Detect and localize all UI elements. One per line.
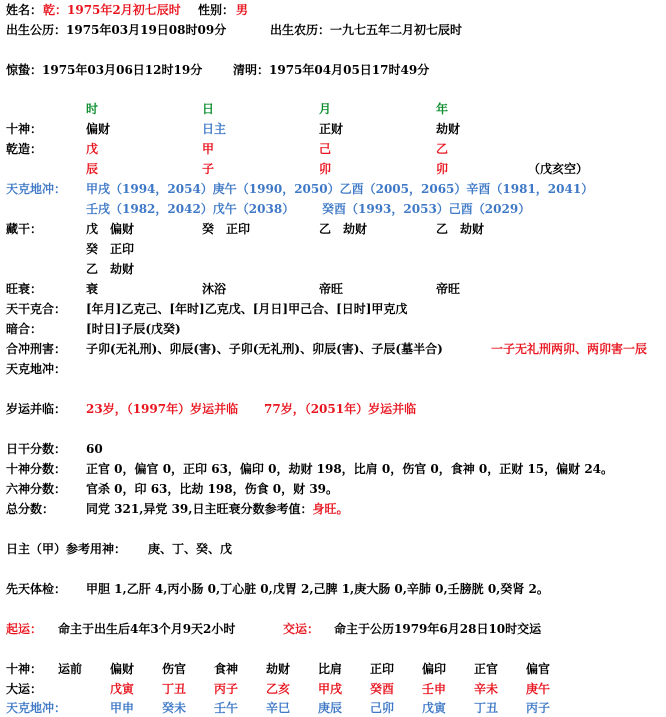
dayun-shishen-9: 偏官 bbox=[526, 662, 551, 676]
jiaoyun-value: 命主于公历1979年6月28日10时交运 bbox=[334, 622, 542, 636]
stem-day: 甲 bbox=[202, 142, 215, 156]
ganhe-label: 天干克合： bbox=[6, 302, 67, 316]
shishen-month: 正财 bbox=[319, 122, 344, 136]
dayun-tkdc-label: 天克地冲： bbox=[6, 701, 67, 715]
qiyun-value: 命主于出生后4年3个月9天2小时 bbox=[58, 622, 236, 636]
rigan-score-label: 日干分数： bbox=[6, 442, 67, 456]
jiaoyun-label: 交运： bbox=[283, 622, 320, 636]
lunar-birth: 出生农历：一九七五年二月初七辰时 bbox=[270, 23, 463, 37]
canggan-year: 乙 劫财 bbox=[436, 222, 485, 236]
dayun-shishen-7: 偏印 bbox=[422, 662, 447, 676]
dayun-shishen-1: 偏财 bbox=[110, 662, 135, 676]
hexing-value: 子卯(无礼刑)、卯辰(害)、子卯(无礼刑)、卯辰(害)、子辰(墓半合) bbox=[86, 342, 443, 356]
dayun-tkdc-6: 己卯 bbox=[370, 701, 395, 715]
name-value: 乾：1975年2月初七辰时 bbox=[43, 3, 181, 17]
dayun-pillar-3: 丙子 bbox=[214, 682, 239, 696]
wangshuai-label: 旺衰： bbox=[6, 282, 43, 296]
liushen-score-label: 六神分数： bbox=[6, 482, 67, 496]
gender-value: 男 bbox=[236, 3, 249, 17]
qiyun-label: 起运： bbox=[6, 622, 43, 636]
wangshuai-year: 帝旺 bbox=[436, 282, 461, 296]
xiantian-label: 先天体检： bbox=[6, 582, 67, 596]
hexing-label: 合冲刑害： bbox=[6, 342, 67, 356]
yongshen-value: 庚、丁、癸、戊 bbox=[148, 542, 233, 556]
suiyun-value-1: 23岁，（1997年）岁运并临 bbox=[86, 402, 239, 416]
branch-hour: 辰 bbox=[86, 162, 99, 176]
total-score-text: 同党 321,异党 39,日主旺衰分数参考值： bbox=[86, 502, 313, 516]
qianzao-label: 乾造： bbox=[6, 142, 43, 156]
canggan-hour-1: 戊 偏财 bbox=[86, 222, 135, 236]
total-score-value bbox=[86, 501, 348, 517]
pillar-header-hour: 时 bbox=[86, 102, 99, 116]
suiyun-value-2: 77岁，（2051年）岁运并临 bbox=[264, 402, 417, 416]
dayun-tkdc-7: 戊寅 bbox=[422, 701, 447, 715]
ganhe-value: [年月]乙克己、[年时]乙克戊、[月日]甲己合、[日时]甲克戊 bbox=[86, 302, 408, 316]
kongwang: （戊亥空） bbox=[528, 162, 589, 176]
canggan-day: 癸 正印 bbox=[202, 222, 251, 236]
tiankedichong-line2b: 癸酉（1993，2053）己酉（2029） bbox=[322, 202, 531, 216]
dayun-pillar-1: 戊寅 bbox=[110, 682, 135, 696]
jingzhe-term: 惊蛰：1975年03月06日12时19分 bbox=[6, 63, 203, 77]
canggan-hour-3: 乙 劫财 bbox=[86, 262, 135, 276]
total-score-label: 总分数： bbox=[6, 502, 55, 516]
dayun-pillar-2: 丁丑 bbox=[162, 682, 187, 696]
wangshuai-month: 帝旺 bbox=[319, 282, 344, 296]
dayun-pillar-8: 辛未 bbox=[474, 682, 499, 696]
total-score-result: 身旺。 bbox=[312, 502, 349, 516]
dayun-shishen-5: 比肩 bbox=[318, 662, 343, 676]
dayun-shishen-label: 十神： bbox=[6, 662, 43, 676]
anhe-label: 暗合： bbox=[6, 322, 43, 336]
tiankedichong2-label: 天克地冲： bbox=[6, 362, 67, 376]
dayun-shishen-3: 食神 bbox=[214, 662, 239, 676]
dayun-shishen-2: 伤官 bbox=[162, 662, 187, 676]
dayun-shishen-0: 运前 bbox=[58, 662, 83, 676]
dayun-tkdc-5: 庚辰 bbox=[318, 701, 343, 715]
branch-year: 卯 bbox=[436, 162, 449, 176]
shishen-hour: 偏财 bbox=[86, 122, 111, 136]
dayun-tkdc-9: 丙子 bbox=[526, 701, 551, 715]
anhe-value: [时日]子辰(戊癸) bbox=[86, 322, 181, 336]
dayun-shishen-6: 正印 bbox=[370, 662, 395, 676]
stem-month: 己 bbox=[319, 142, 332, 156]
dayun-tkdc-2: 癸未 bbox=[162, 701, 187, 715]
dayun-tkdc-1: 甲申 bbox=[110, 701, 135, 715]
dayun-pillar-4: 乙亥 bbox=[266, 682, 291, 696]
wangshuai-hour: 衰 bbox=[86, 282, 99, 296]
dayun-tkdc-8: 丁丑 bbox=[474, 701, 499, 715]
shishen-year: 劫财 bbox=[436, 122, 461, 136]
dayun-pillar-9: 庚午 bbox=[526, 682, 551, 696]
qingming-term: 清明：1975年04月05日17时49分 bbox=[233, 63, 430, 77]
dayun-pillar-6: 癸酉 bbox=[370, 682, 395, 696]
dayun-shishen-4: 劫财 bbox=[266, 662, 291, 676]
tiankedichong-line2a: 壬戌（1982，2042）戊午（2038） bbox=[86, 202, 295, 216]
pillar-header-day: 日 bbox=[202, 102, 215, 116]
shishen-label: 十神： bbox=[6, 122, 43, 136]
wangshuai-day: 沐浴 bbox=[202, 282, 227, 296]
pillar-header-month: 月 bbox=[319, 102, 332, 116]
solar-birth: 出生公历：1975年03月19日08时09分 bbox=[6, 23, 227, 37]
stem-hour: 戊 bbox=[86, 142, 99, 156]
shishen-score-value: 正官 0，偏官 0，正印 63，偏印 0，劫财 198，比肩 0，伤官 0，食神 0，正财 15，偏财 24。 bbox=[86, 462, 614, 476]
dayun-pillar-5: 甲戌 bbox=[318, 682, 343, 696]
gender-label: 性别： bbox=[198, 3, 235, 17]
tiankedichong-line1: 甲戌（1994，2054）庚午（1990，2050）乙酉（2005，2065）辛酉（1981，2041） bbox=[86, 182, 594, 196]
dayun-pillar-7: 壬申 bbox=[422, 682, 447, 696]
shishen-score-label: 十神分数： bbox=[6, 462, 67, 476]
suiyun-label: 岁运并临： bbox=[6, 402, 67, 416]
branch-day: 子 bbox=[202, 162, 215, 176]
yongshen-label: 日主（甲）参考用神： bbox=[6, 542, 127, 556]
name-label: 姓名： bbox=[6, 3, 43, 17]
canggan-label: 藏干： bbox=[6, 222, 43, 236]
branch-month: 卯 bbox=[319, 162, 332, 176]
rigan-score-value: 60 bbox=[86, 442, 103, 456]
hexing-extra: 一子无礼刑两卯、两卯害一辰 bbox=[491, 342, 648, 356]
tiankedichong-label: 天克地冲： bbox=[6, 182, 67, 196]
canggan-month: 乙 劫财 bbox=[319, 222, 368, 236]
xiantian-value: 甲胆 1,乙肝 4,丙小肠 0,丁心脏 0,戊胃 2,己脾 1,庚大肠 0,辛肺 0,壬膀胱 0,癸肾 2。 bbox=[86, 582, 549, 596]
dayun-label: 大运： bbox=[6, 682, 43, 696]
pillar-header-year: 年 bbox=[436, 102, 449, 116]
dayun-shishen-8: 正官 bbox=[474, 662, 499, 676]
shishen-day: 日主 bbox=[202, 122, 227, 136]
canggan-hour-2: 癸 正印 bbox=[86, 242, 135, 256]
stem-year: 乙 bbox=[436, 142, 449, 156]
dayun-tkdc-4: 辛巳 bbox=[266, 701, 291, 715]
liushen-score-value: 官杀 0，印 63，比劫 198，伤食 0，财 39。 bbox=[86, 482, 339, 496]
dayun-tkdc-3: 壬午 bbox=[214, 701, 239, 715]
